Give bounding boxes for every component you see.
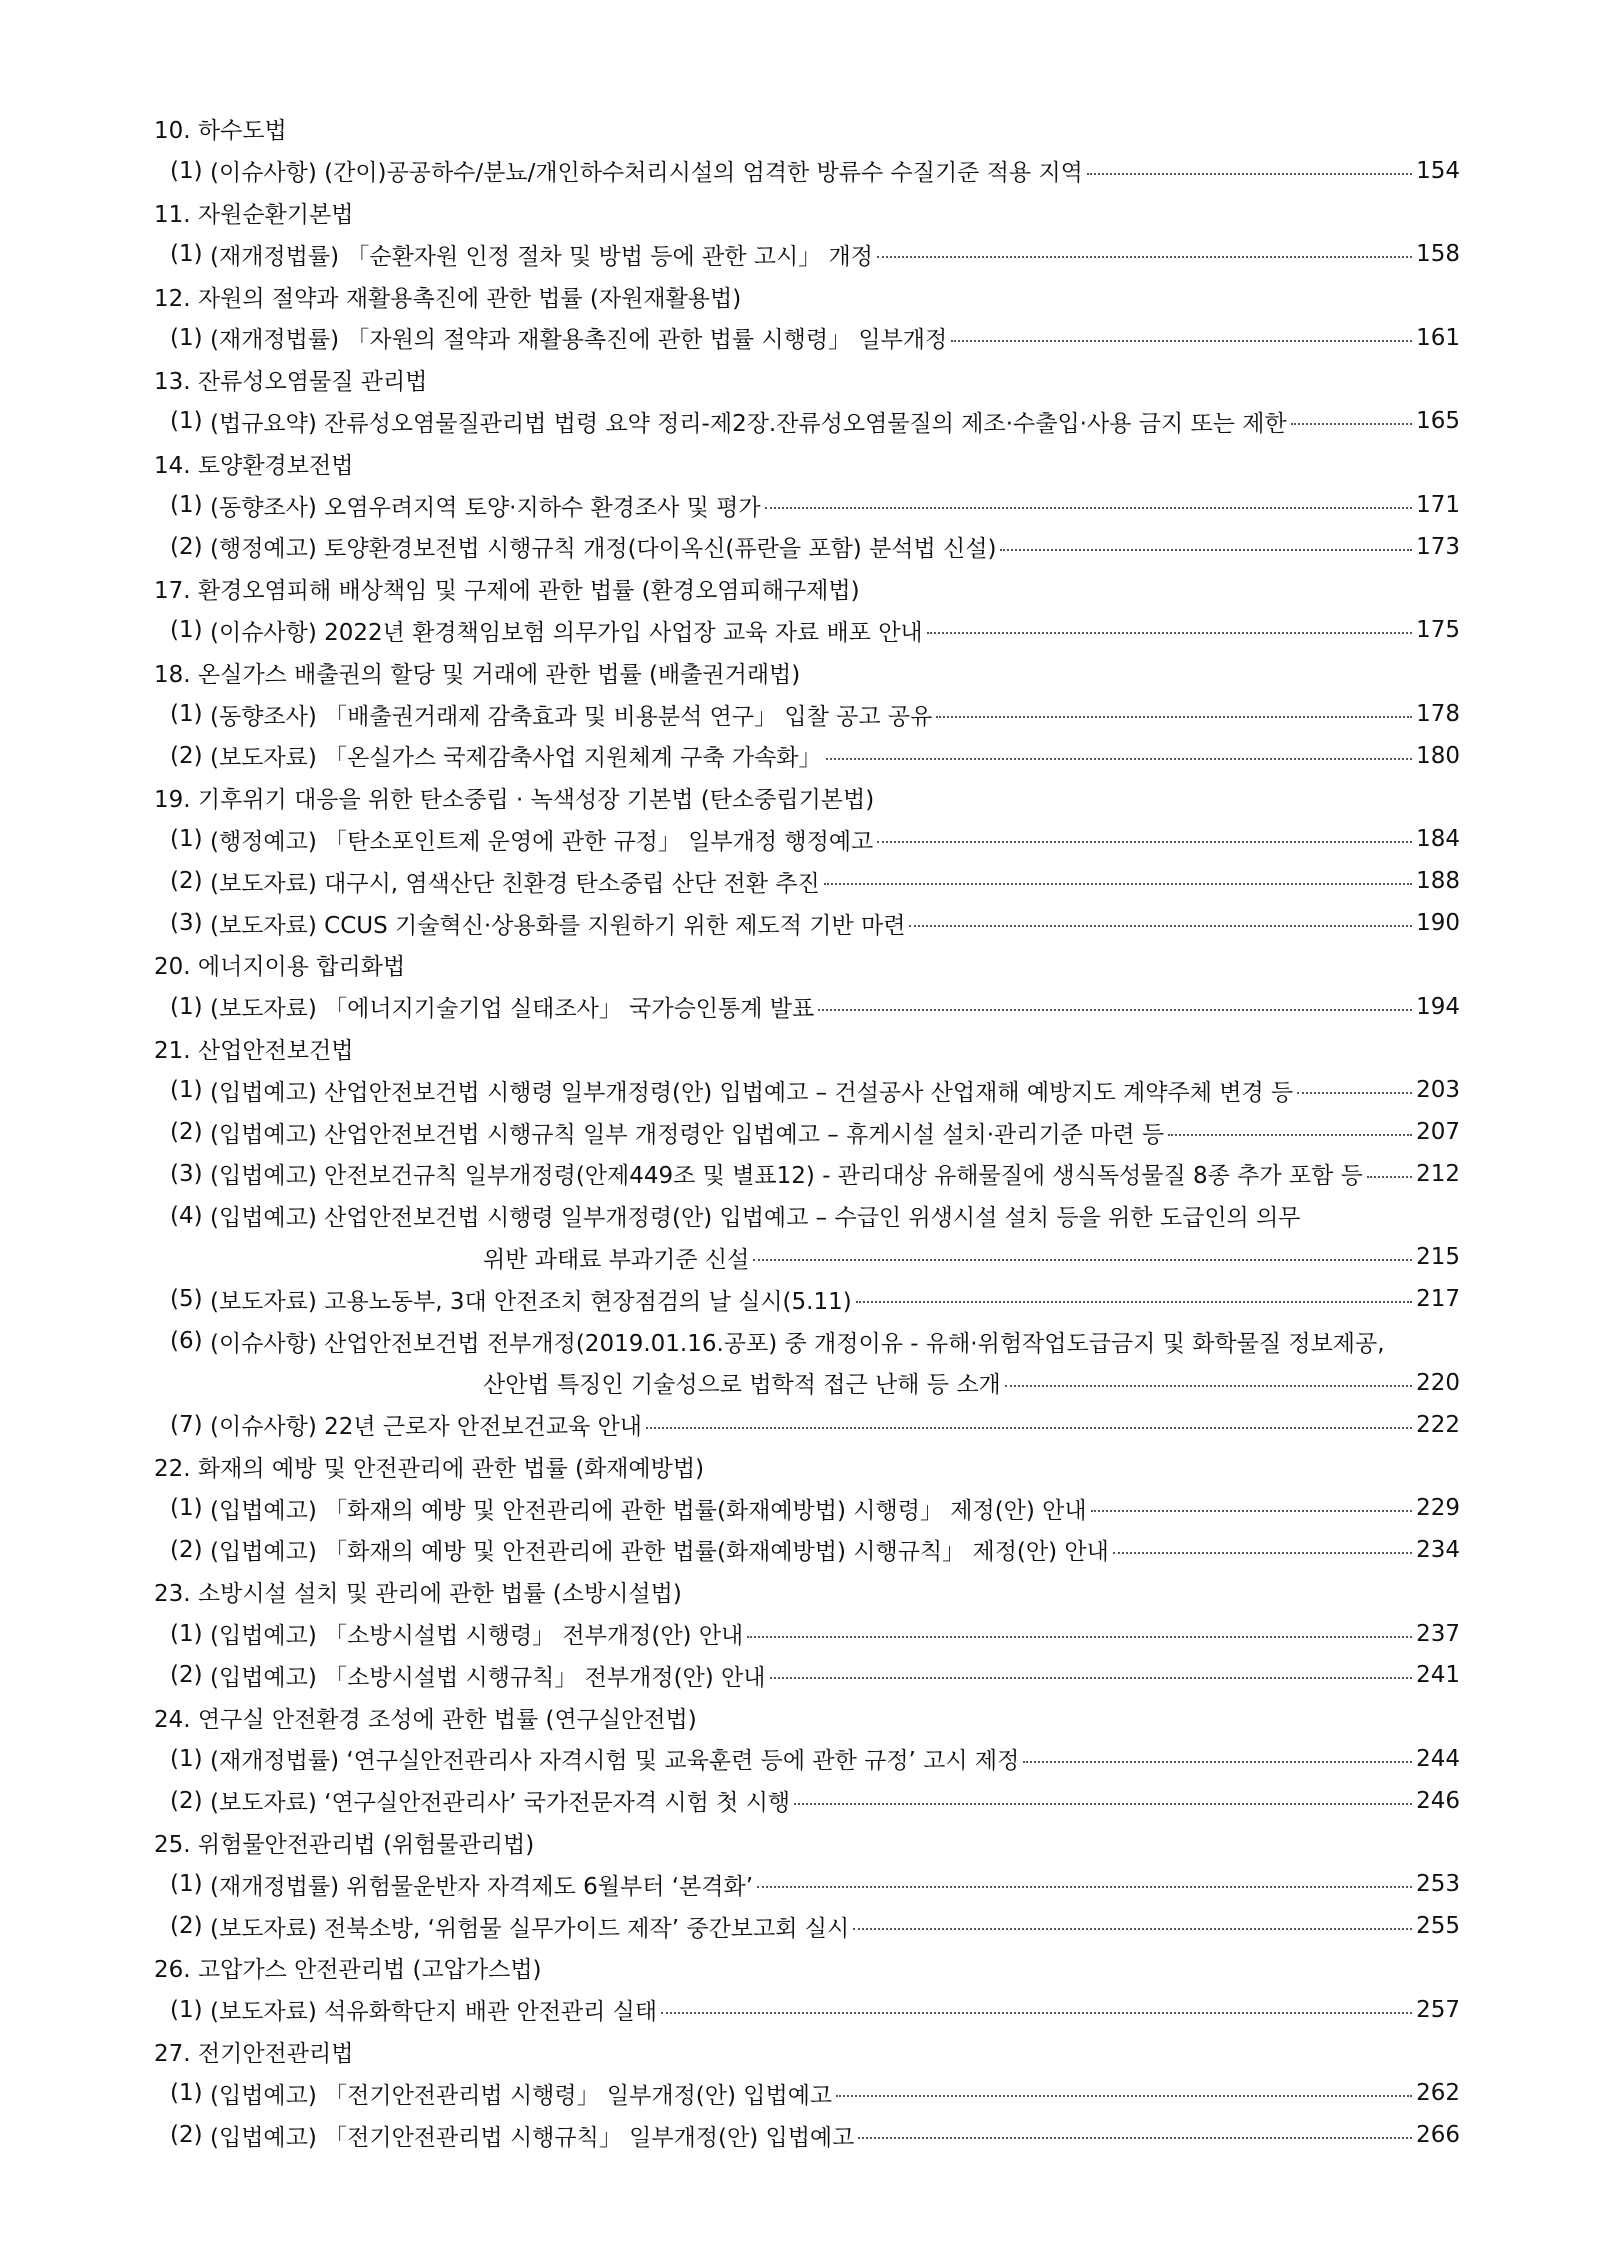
page-number: 173 [1416, 533, 1460, 560]
entry-title: (보도자료) 고용노동부, 3대 안전조치 현장점검의 날 실시(5.11) [210, 1288, 852, 1315]
entry-number: (1) [170, 241, 203, 268]
toc-entry[interactable] [150, 860, 1460, 902]
section-title: 10. 하수도법 [154, 118, 287, 145]
entry-title: 위반 과태료 부과기준 신설 [483, 1246, 750, 1273]
entry-title: (보도자료) CCUS 기술혁신·상용화를 지원하기 위한 제도적 기반 마련 [210, 912, 906, 939]
page-number: 175 [1416, 617, 1460, 644]
page-number: 222 [1416, 1411, 1460, 1438]
dot-leader [877, 256, 1412, 258]
entry-title: (보도자료) ‘연구실안전관리사’ 국가전문자격 시험 첫 시행 [210, 1790, 791, 1817]
toc-entry[interactable] [150, 610, 1460, 652]
dot-leader [1005, 1385, 1412, 1387]
entry-title: (입법예고) 산업안전보건법 시행령 일부개정령(안) 입법예고 – 수급인 위생시설 설치 등을 위한 도급인의 의무 [210, 1205, 1301, 1232]
entry-title: (입법예고) 「화재의 예방 및 안전관리에 관한 법률(화재예방법) 시행규칙」 제정(안) 안내 [210, 1539, 1109, 1566]
toc-section-heading [150, 108, 1460, 150]
dot-leader [1297, 1092, 1412, 1094]
page-number: 253 [1416, 1871, 1460, 1898]
toc-entry[interactable] [150, 484, 1460, 526]
page-number: 215 [1416, 1244, 1460, 1271]
page-number: 188 [1416, 868, 1460, 895]
toc-entry[interactable] [150, 1738, 1460, 1780]
dot-leader [1087, 173, 1412, 175]
toc-entry[interactable] [150, 1153, 1460, 1195]
dot-leader [1168, 1134, 1412, 1136]
entry-number: (2) [170, 1119, 203, 1146]
toc-section-heading [150, 777, 1460, 819]
page-number: 194 [1416, 993, 1460, 1020]
page-number: 207 [1416, 1119, 1460, 1146]
dot-leader [1291, 423, 1412, 425]
toc-entry[interactable] [150, 1654, 1460, 1696]
dot-leader [661, 2012, 1412, 2014]
toc-entry[interactable] [150, 1195, 1460, 1237]
page-number: 246 [1416, 1787, 1460, 1814]
page-number: 154 [1416, 157, 1460, 184]
toc-section-heading [150, 2031, 1460, 2073]
dot-leader [877, 841, 1412, 843]
page-number: 212 [1416, 1160, 1460, 1187]
toc-section-heading [150, 1028, 1460, 1070]
dot-leader [927, 632, 1412, 634]
toc-entry[interactable] [150, 150, 1460, 192]
dot-leader [1367, 1176, 1412, 1178]
entry-number: (2) [170, 533, 203, 560]
dot-leader [765, 507, 1412, 509]
section-title: 24. 연구실 안전환경 조성에 관한 법률 (연구실안전법) [154, 1706, 697, 1733]
entry-number: (1) [170, 2080, 203, 2107]
section-title: 21. 산업안전보건법 [154, 1037, 354, 1064]
dot-leader [1000, 549, 1412, 551]
entry-number: (7) [170, 1411, 203, 1438]
dot-leader [909, 925, 1412, 927]
page-number: 203 [1416, 1077, 1460, 1104]
section-title: 13. 잔류성오염물질 관리법 [154, 369, 428, 396]
entry-number: (1) [170, 617, 203, 644]
dot-leader [747, 1636, 1412, 1638]
section-title: 14. 토양환경보전법 [154, 452, 354, 479]
dot-leader [1091, 1510, 1412, 1512]
entry-title: (입법예고) 「화재의 예방 및 안전관리에 관한 법률(화재예방법) 시행령」 제정(안) 안내 [210, 1497, 1087, 1524]
toc-section-heading [150, 944, 1460, 986]
toc-section-heading [150, 568, 1460, 610]
toc-entry[interactable] [150, 986, 1460, 1028]
toc-entry[interactable] [150, 1069, 1460, 1111]
dot-leader [1113, 1552, 1412, 1554]
section-title: 26. 고압가스 안전관리법 (고압가스법) [154, 1957, 542, 1984]
toc-entry[interactable] [150, 693, 1460, 735]
entry-number: (1) [170, 1996, 203, 2023]
toc-entry[interactable] [150, 1320, 1460, 1362]
entry-title: 산안법 특징인 기술성으로 법학적 접근 난해 등 소개 [483, 1372, 1001, 1399]
entry-title: (입법예고) 「소방시설법 시행령」 전부개정(안) 안내 [210, 1623, 744, 1650]
entry-number: (1) [170, 826, 203, 853]
entry-number: (2) [170, 1913, 203, 1940]
page-number: 244 [1416, 1745, 1460, 1772]
entry-title: (재개정법률) ‘연구실안전관리사 자격시험 및 교육훈련 등에 관한 규정’ 고시 제정 [210, 1748, 1020, 1775]
section-title: 19. 기후위기 대응을 위한 탄소중립 · 녹색성장 기본법 (탄소중립기본법) [154, 787, 875, 814]
toc-entry[interactable] [150, 401, 1460, 443]
toc-entry[interactable] [150, 1487, 1460, 1529]
dot-leader [753, 1259, 1412, 1261]
toc-entry[interactable] [150, 1237, 1460, 1279]
dot-leader [836, 2095, 1412, 2097]
page-number: 266 [1416, 2122, 1460, 2149]
entry-title: (재개정법률) 「순환자원 인정 절차 및 방법 등에 관한 고시」 개정 [210, 243, 873, 270]
entry-number: (1) [170, 324, 203, 351]
entry-title: (법규요약) 잔류성오염물질관리법 법령 요약 정리-제2장.잔류성오염물질의 제조·수출입·사용 금지 또는 제한 [210, 410, 1287, 437]
entry-number: (1) [170, 1745, 203, 1772]
toc-section-heading [150, 1571, 1460, 1613]
entry-number: (2) [170, 1662, 203, 1689]
page-number: 234 [1416, 1536, 1460, 1563]
entry-title: (재개정법률) 위험물운반자 자격제도 6월부터 ‘본격화’ [210, 1873, 754, 1900]
toc-entry[interactable] [150, 1780, 1460, 1822]
section-title: 11. 자원순환기본법 [154, 201, 354, 228]
entry-title: (이슈사항) 산업안전보건법 전부개정(2019.01.16.공포) 중 개정이유 - 유해·위험작업도급금지 및 화학물질 정보제공, [210, 1330, 1385, 1357]
dot-leader [826, 758, 1412, 760]
toc-entry[interactable] [150, 233, 1460, 275]
page-number: 190 [1416, 910, 1460, 937]
dot-leader [646, 1427, 1412, 1429]
toc-entry[interactable] [150, 1613, 1460, 1655]
toc-section-heading [150, 1822, 1460, 1864]
toc-section-heading [150, 1696, 1460, 1738]
section-title: 12. 자원의 절약과 재활용촉진에 관한 법률 (자원재활용법) [154, 285, 742, 312]
entry-number: (1) [170, 1077, 203, 1104]
entry-number: (2) [170, 868, 203, 895]
dot-leader [824, 883, 1412, 885]
entry-title: (보도자료) 「온실가스 국제감축사업 지원체계 구축 가속화」 [210, 745, 822, 772]
entry-title: (보도자료) 「에너지기술기업 실태조사」 국가승인통계 발표 [210, 996, 815, 1023]
entry-title: (입법예고) 「전기안전관리법 시행령」 일부개정(안) 입법예고 [210, 2082, 833, 2109]
entry-title: (행정예고) 「탄소포인트제 운영에 관한 규정」 일부개정 행정예고 [210, 828, 874, 855]
entry-title: (입법예고) 산업안전보건법 시행규칙 일부 개정령안 입법예고 – 휴게시설 설치·관리기준 마련 등 [210, 1121, 1165, 1148]
toc-section-heading [150, 359, 1460, 401]
entry-number: (4) [170, 1202, 203, 1229]
toc-entry[interactable] [150, 1529, 1460, 1571]
page-number: 161 [1416, 324, 1460, 351]
dot-leader [858, 2137, 1412, 2139]
entry-number: (5) [170, 1286, 203, 1313]
dot-leader [853, 1928, 1412, 1930]
table-of-contents [150, 108, 1460, 2156]
entry-number: (2) [170, 1536, 203, 1563]
toc-entry[interactable] [150, 1905, 1460, 1947]
toc-section-heading [150, 442, 1460, 484]
page-number: 165 [1416, 408, 1460, 435]
toc-entry[interactable] [150, 317, 1460, 359]
toc-section-heading [150, 1947, 1460, 1989]
toc-section-heading [150, 275, 1460, 317]
toc-section-heading [150, 1446, 1460, 1488]
toc-entry[interactable] [150, 526, 1460, 568]
dot-leader [1023, 1761, 1412, 1763]
toc-entry[interactable] [150, 2072, 1460, 2114]
dot-leader [936, 716, 1412, 718]
entry-number: (3) [170, 910, 203, 937]
entry-title: (입법예고) 안전보건규칙 일부개정령(안제449조 및 별표12) - 관리대상 유해물질에 생식독성물질 8종 추가 포함 등 [210, 1163, 1363, 1190]
entry-number: (1) [170, 492, 203, 519]
entry-number: (1) [170, 1620, 203, 1647]
dot-leader [757, 1886, 1412, 1888]
section-title: 27. 전기안전관리법 [154, 2041, 354, 2068]
entry-number: (2) [170, 2122, 203, 2149]
entry-title: (보도자료) 전북소방, ‘위험물 실무가이드 제작’ 중간보고회 실시 [210, 1915, 850, 1942]
page-number: 237 [1416, 1620, 1460, 1647]
entry-title: (입법예고) 「소방시설법 시행규칙」 전부개정(안) 안내 [210, 1664, 766, 1691]
entry-title: (동향조사) 오염우려지역 토양·지하수 환경조사 및 평가 [210, 494, 761, 521]
section-title: 23. 소방시설 설치 및 관리에 관한 법률 (소방시설법) [154, 1581, 682, 1608]
toc-entry[interactable] [150, 1278, 1460, 1320]
page-number: 220 [1416, 1369, 1460, 1396]
toc-entry[interactable] [150, 819, 1460, 861]
entry-title: (동향조사) 「배출권거래제 감축효과 및 비용분석 연구」 입찰 공고 공유 [210, 703, 933, 730]
entry-title: (재개정법률) 「자원의 절약과 재활용촉진에 관한 법률 시행령」 일부개정 [210, 327, 948, 354]
toc-entry[interactable] [150, 902, 1460, 944]
entry-number: (2) [170, 1787, 203, 1814]
entry-title: (보도자료) 석유화학단지 배관 안전관리 실태 [210, 1999, 658, 2026]
entry-title: (이슈사항) (간이)공공하수/분뇨/개인하수처리시설의 엄격한 방류수 수질기준 적용 지역 [210, 160, 1083, 187]
toc-entry[interactable] [150, 1111, 1460, 1153]
entry-number: (3) [170, 1160, 203, 1187]
entry-title: (이슈사항) 2022년 환경책임보험 의무가입 사업장 교육 자료 배포 안내 [210, 619, 923, 646]
toc-section-heading [150, 651, 1460, 693]
page-number: 255 [1416, 1913, 1460, 1940]
dot-leader [951, 340, 1412, 342]
page-number: 229 [1416, 1495, 1460, 1522]
section-title: 18. 온실가스 배출권의 할당 및 거래에 관한 법률 (배출권거래법) [154, 661, 801, 688]
page-number: 178 [1416, 701, 1460, 728]
toc-entry[interactable] [150, 1404, 1460, 1446]
entry-number: (1) [170, 408, 203, 435]
entry-number: (6) [170, 1328, 203, 1354]
page-number: 257 [1416, 1996, 1460, 2023]
toc-entry[interactable] [150, 735, 1460, 777]
page-number: 217 [1416, 1286, 1460, 1313]
dot-leader [770, 1677, 1413, 1679]
entry-number: (2) [170, 742, 203, 769]
entry-number: (1) [170, 993, 203, 1020]
page-number: 171 [1416, 492, 1460, 519]
section-title: 25. 위험물안전관리법 (위험물관리법) [154, 1832, 535, 1859]
entry-title: (입법예고) 산업안전보건법 시행령 일부개정령(안) 입법예고 – 건설공사 산업재해 예방지도 계약주체 변경 등 [210, 1079, 1294, 1106]
entry-number: (1) [170, 701, 203, 728]
toc-entry[interactable] [150, 1863, 1460, 1905]
page-number: 262 [1416, 2080, 1460, 2107]
page-number: 158 [1416, 241, 1460, 268]
toc-entry[interactable] [150, 2114, 1460, 2156]
section-title: 20. 에너지이용 합리화법 [154, 954, 406, 981]
toc-section-heading [150, 192, 1460, 234]
entry-number: (1) [170, 1871, 203, 1898]
entry-title: (이슈사항) 22년 근로자 안전보건교육 안내 [210, 1414, 642, 1441]
entry-title: (보도자료) 대구시, 염색산단 친환경 탄소중립 산단 전환 추진 [210, 870, 820, 897]
entry-number: (1) [170, 157, 203, 184]
page-number: 180 [1416, 742, 1460, 769]
dot-leader [856, 1301, 1412, 1303]
dot-leader [794, 1803, 1412, 1805]
section-title: 17. 환경오염피해 배상책임 및 구제에 관한 법률 (환경오염피해구제법) [154, 578, 860, 605]
dot-leader [818, 1009, 1412, 1011]
toc-entry[interactable] [150, 1362, 1460, 1404]
toc-entry[interactable] [150, 1989, 1460, 2031]
entry-title: (행정예고) 토양환경보전법 시행규칙 개정(다이옥신(퓨란을 포함) 분석법 신설) [210, 536, 997, 563]
page-number: 184 [1416, 826, 1460, 853]
entry-number: (1) [170, 1495, 203, 1522]
section-title: 22. 화재의 예방 및 안전관리에 관한 법률 (화재예방법) [154, 1455, 705, 1482]
entry-title: (입법예고) 「전기안전관리법 시행규칙」 일부개정(안) 입법예고 [210, 2124, 855, 2151]
page-number: 241 [1416, 1662, 1460, 1689]
